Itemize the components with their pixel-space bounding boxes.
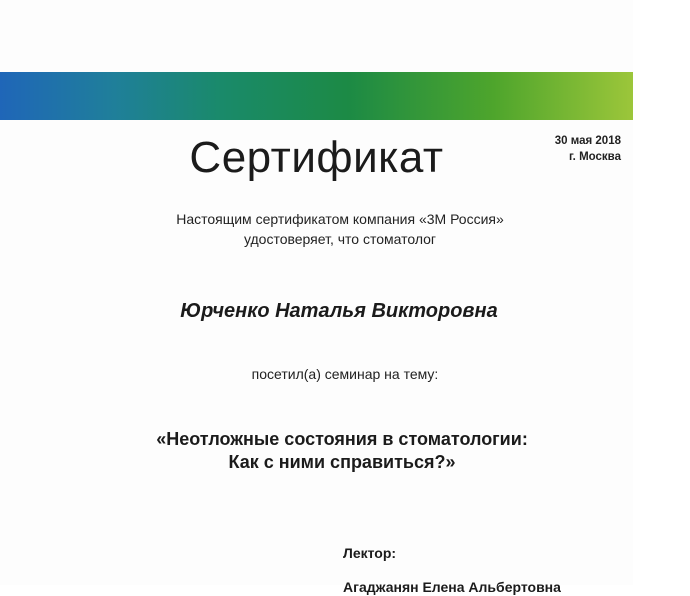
topic-line-1: «Неотложные состояния в стоматологии: [156,429,528,449]
gradient-header-band [0,72,633,120]
certificate-title: Сертификат [189,133,444,182]
seminar-topic [0,428,684,474]
certificate-intro [0,209,680,249]
lecturer-label: Лектор: [343,545,397,561]
attended-text: посетил(а) семинар на тему: [251,366,439,382]
intro-line-1: Настоящим сертификатом компания «3М Россия» [176,211,504,227]
intro-line-2: удостоверяет, что стоматолог [243,231,437,247]
recipient-name: Юрченко Наталья Викторовна [180,300,498,322]
topic-line-2: Как с ними справиться?» [228,452,456,472]
certificate-city: г. Москва [569,151,621,163]
lecturer-name: Агаджанян Елена Альбертовна [343,579,561,595]
certificate-date: 30 мая 2018 [554,135,621,147]
